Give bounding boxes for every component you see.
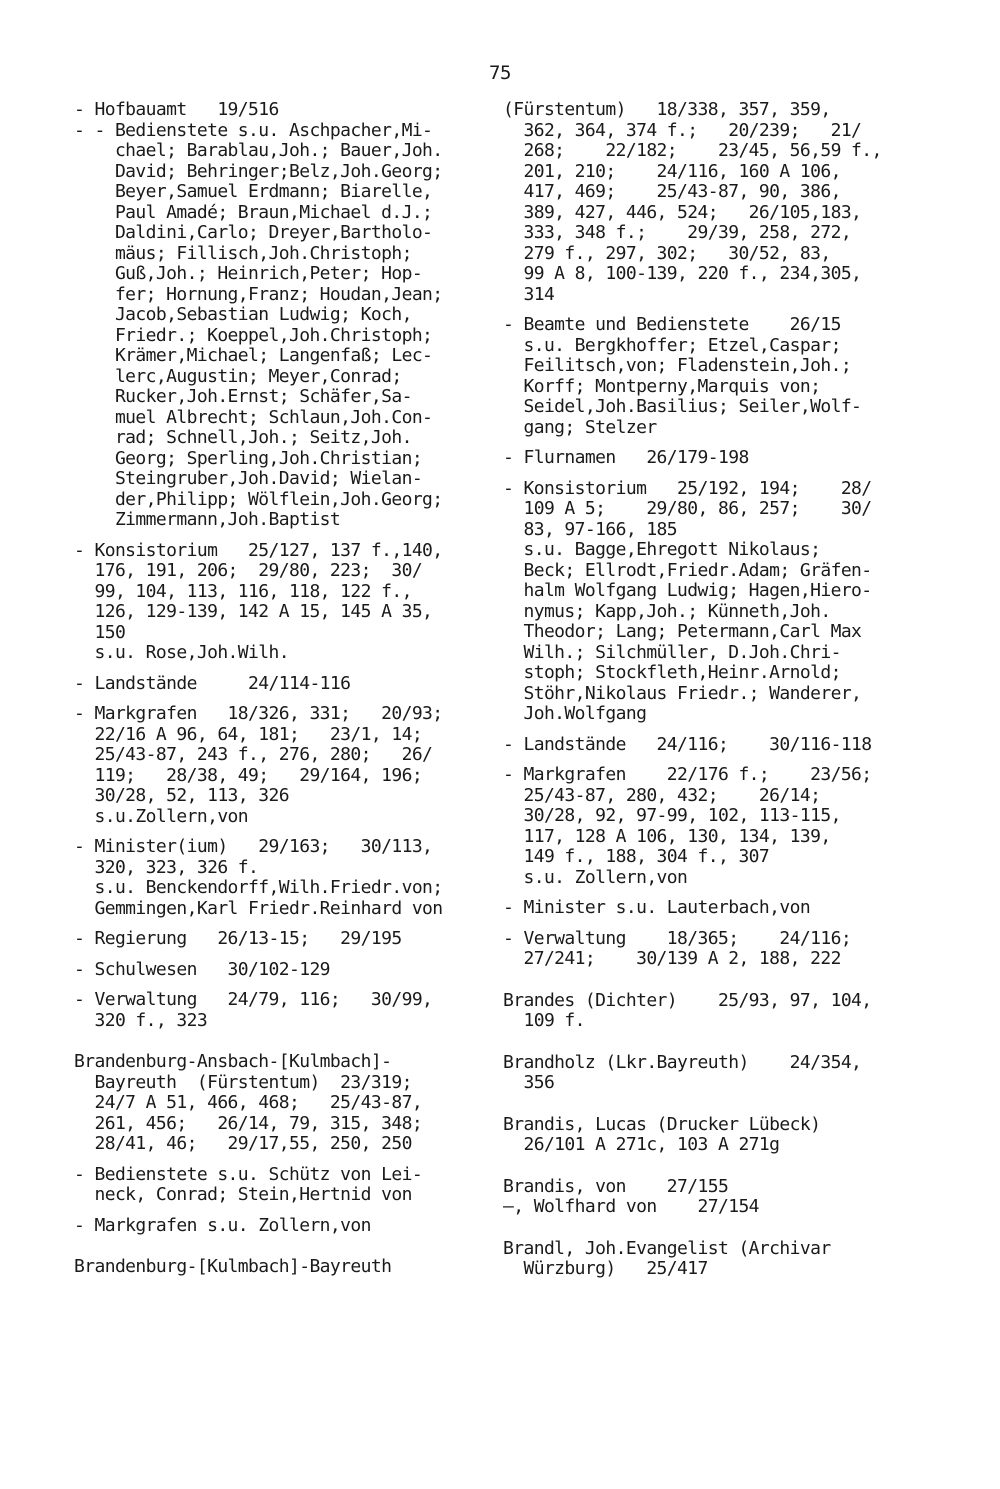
entry-markgrafen-zollern: - Markgrafen s.u. Zollern,von <box>74 1214 371 1236</box>
entry-brandl: Brandl, Joh.Evangelist (Archivar Würzburg) 25/417 <box>503 1237 831 1279</box>
entry-brandis-lucas: Brandis, Lucas (Drucker Lübeck) 26/101 A 271c, 103 A 271g <box>503 1113 821 1155</box>
entry-hofbauamt: - Hofbauamt 19/516 - - Bedienstete s.u. Aschpacher,Mi- chael; Barablau,Joh.; Bauer,Joh. David; Behringer;Belz,Joh.Georg; Beyer,Samuel Erdmann; Biarelle, Paul Amadé; Braun,Michael d.J.; Daldini,Carlo; Dreyer,Bartholo- mäus; Fillisch,Joh.Christoph; Guß,Joh.; Heinrich,Peter; Hop- fer; Hornung,Franz; Houdan,Jean; Jacob,Sebastian Ludwig; Koch, Friedr.; Koeppel,Joh.Christoph; Krämer,Michael; Langenfaß; Lec- lerc,Augustin; Meyer,Conrad; Rucker,Joh.Ernst; Schäfer,Sa- muel Albrecht; Schlaun,Joh.Con- rad; Schnell,Joh.; Seitz,Joh. Georg; Sperling,Joh.Christian; Steingruber,Joh.David; Wielan- der,Philipp; Wölflein,Joh.Georg; Zimmermann,Joh.Baptist <box>74 99 443 530</box>
entry-regierung: - Regierung 26/13-15; 29/195 <box>74 928 402 949</box>
entry-minister: - Minister(ium) 29/163; 30/113, 320, 323, 326 f. s.u. Benckendorff,Wilh.Friedr.von; Gemmingen,Karl Friedr.Reinhard von <box>74 836 443 919</box>
entry-beamte-bedienstete: - Beamte und Bedienstete 26/15 s.u. Bergkhoffer; Etzel,Caspar; Feilitsch,von; Fladenstein,Joh.; Korff; Montperny,Marquis von; Seidel,Joh.Basilius; Seiler,Wolf- gang; Stelzer <box>503 314 862 438</box>
entry-bedienstete: - Bedienstete s.u. Schütz von Lei- neck, Conrad; Stein,Hertnid von <box>74 1163 423 1205</box>
entry-konsistorium-bayreuth: - Konsistorium 25/192, 194; 28/ 109 A 5; 29/80, 86, 257; 30/ 83, 97-166, 185 s.u. Bagge,Ehregott Nikolaus; Beck; Ellrodt,Friedr.Adam; Gräfen- halm Wolfgang Ludwig; Hagen,Hiero- nymus; Kapp,Joh.; Künneth,Joh. Theodor; Lang; Petermann,Carl Max Wilh.; Silchmüller, D.Joh.Chri- stoph; Stockfleth,Heinr.Arnold; Stöhr,Nikolaus Friedr.; Wanderer, Joh.Wolfgang <box>503 477 872 724</box>
entry-brandholz: Brandholz (Lkr.Bayreuth) 24/354, 356 <box>503 1051 862 1093</box>
entry-brandenburg-ansbach-bayreuth: Brandenburg-Ansbach-[Kulmbach]- Bayreuth (Fürstentum) 23/319; 24/7 A 51, 466, 468; 25/43-87, 261, 456; 26/14, 79, 315, 348; 28/41, 46; 29/17,55, 250, 250 <box>74 1051 423 1154</box>
page-number: 75 <box>489 62 511 84</box>
entry-flurnamen: - Flurnamen 26/179-198 <box>503 447 749 468</box>
entry-markgrafen: - Markgrafen 18/326, 331; 20/93; 22/16 A 96, 64, 181; 23/1, 14; 25/43-87, 243 f., 276, 280; 26/ 119; 28/38, 49; 29/164, 196; 30/28, 52, 113, 326 s.u.Zollern,von <box>74 703 443 827</box>
right-column <box>503 100 923 1280</box>
entry-verwaltung-bayreuth: - Verwaltung 18/365; 24/116; 27/241; 30/139 A 2, 188, 222 <box>503 927 852 969</box>
entry-schulwesen: - Schulwesen 30/102-129 <box>74 958 330 980</box>
entry-konsistorium: - Konsistorium 25/127, 137 f.,140, 176, 191, 206; 29/80, 223; 30/ 99, 104, 113, 116, 118, 122 f., 126, 129-139, 142 A 15, 145 A 35, 150 s.u. Rose,Joh.Wilh. <box>74 539 443 663</box>
entry-landstaende: - Landstände 24/114-116 <box>74 672 351 694</box>
entry-verwaltung: - Verwaltung 24/79, 116; 30/99, 320 f., 323 <box>74 989 433 1031</box>
entry-markgrafen-bayreuth: - Markgrafen 22/176 f.; 23/56; 25/43-87, 280, 432; 26/14; 30/28, 92, 97-99, 102, 113-115, 117, 128 A 106, 130, 134, 139, 149 f., 188, 304 f., 307 s.u. Zollern,von <box>503 764 872 888</box>
entry-minister-bayreuth: - Minister s.u. Lauterbach,von <box>503 897 811 918</box>
left-column <box>74 100 494 1278</box>
entry-fuerstentum: (Fürstentum) 18/338, 357, 359, 362, 364, 374 f.; 20/239; 21/ 268; 22/182; 23/45, 56,59 f., 201, 210; 24/116, 160 A 106, 417, 469; 25/43-87, 90, 386, 389, 427, 446, 524; 26/105,183, 333, 348 f.; 29/39, 258, 272, 279 f., 297, 302; 30/52, 83, 99 A 8, 100-139, 220 f., 234,305, 314 <box>503 99 882 305</box>
entry-brandenburg-kulmbach-bayreuth: Brandenburg-[Kulmbach]-Bayreuth <box>74 1256 392 1277</box>
entry-brandis-von: Brandis, von 27/155 —, Wolfhard von 27/154 <box>503 1175 759 1217</box>
entry-landstaende-bayreuth: - Landstände 24/116; 30/116-118 <box>503 733 872 755</box>
entry-brandes: Brandes (Dichter) 25/93, 97, 104, 109 f. <box>503 989 872 1031</box>
